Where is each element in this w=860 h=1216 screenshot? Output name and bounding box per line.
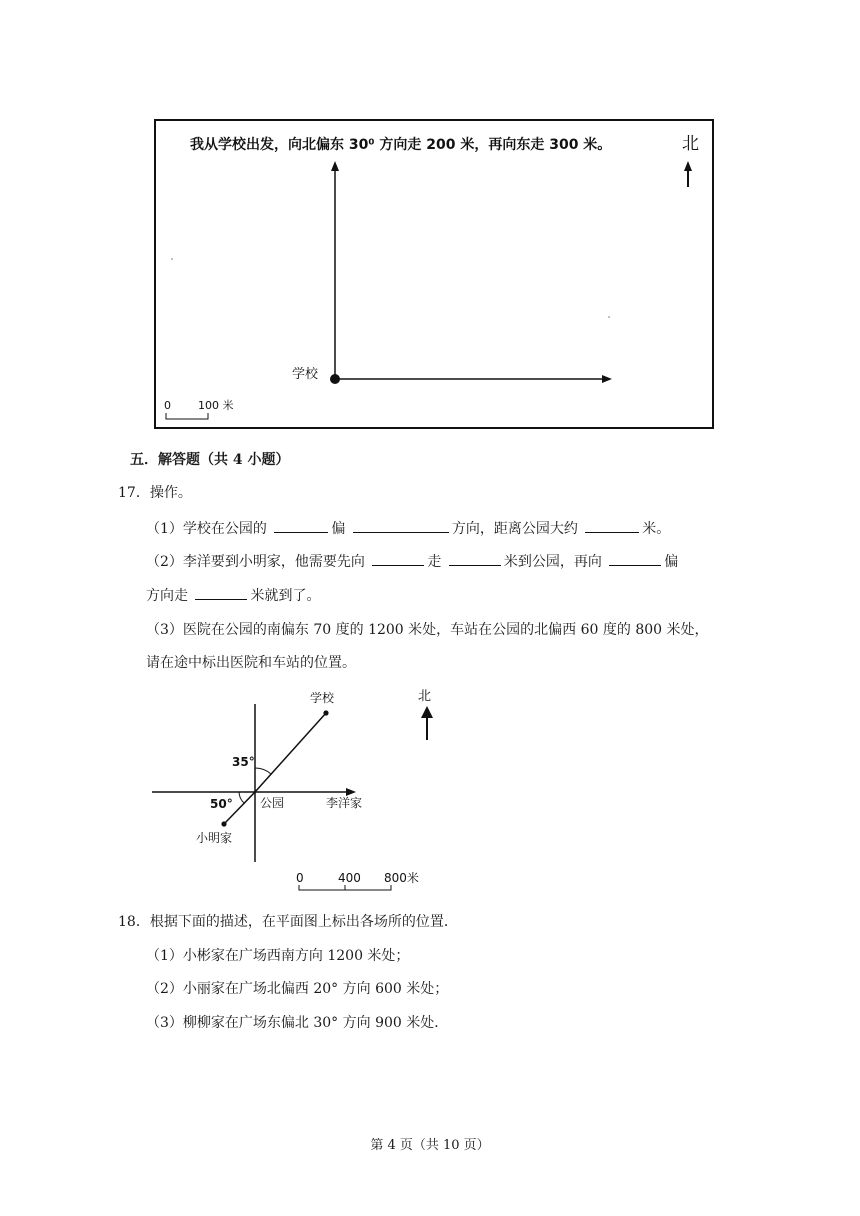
q17-p2-c: 米到公园，再向 xyxy=(503,554,602,570)
answer-blank[interactable] xyxy=(609,551,661,566)
fig2-xiaoming-label: 小明家 xyxy=(196,831,233,845)
q17-p1-a: （1）学校在公园的 xyxy=(146,521,267,537)
answer-blank[interactable] xyxy=(585,518,639,533)
q17-p1-d: 米。 xyxy=(642,521,671,537)
q17-part3-line2: 请在途中标出医院和车站的位置。 xyxy=(146,655,356,671)
angle-50-label: 50° xyxy=(210,797,233,811)
answer-blank[interactable] xyxy=(274,518,328,533)
q18-number: 18．根据下面的描述，在平面图上标出各场所的位置． xyxy=(118,914,458,930)
scale2-0: 0 xyxy=(296,871,304,885)
scale-zero: 0 xyxy=(164,399,171,412)
q17-part2-cont xyxy=(146,585,320,606)
q17-p2-d: 偏 xyxy=(664,554,679,570)
lixiang-label: 李洋家 xyxy=(326,796,363,810)
q17-part1 xyxy=(146,518,670,539)
scale2-400: 400 xyxy=(338,871,361,885)
angle-35-arc xyxy=(255,768,271,774)
q17-part3-line1: （3）医院在公园的南偏东 70 度的 1200 米处，车站在公园的北偏西 60 度的 800 米处， xyxy=(146,622,709,638)
answer-blank[interactable] xyxy=(353,518,449,533)
answer-blank[interactable] xyxy=(195,585,247,600)
figure-2 xyxy=(140,686,460,898)
answer-blank[interactable] xyxy=(372,551,424,566)
angle-50-arc xyxy=(239,792,244,803)
q17-p1-c: 方向，距离公园大约 xyxy=(451,521,578,537)
east-axis-arrow-icon xyxy=(602,375,612,383)
angle-35-label: 35° xyxy=(232,755,255,769)
fig2-school-label: 学校 xyxy=(310,691,335,705)
page-footer: 第 4 页（共 10 页） xyxy=(370,1138,490,1153)
section-title: 五．解答题（共 4 小题） xyxy=(130,452,290,468)
q17-part2 xyxy=(146,551,678,572)
school-line xyxy=(255,713,326,792)
north-label: 北 xyxy=(682,134,699,154)
north-axis-arrow-icon xyxy=(331,161,339,171)
q17-p1-b: 偏 xyxy=(331,521,346,537)
q17-number: 17．操作。 xyxy=(118,485,192,501)
fig2-north-arrow-icon xyxy=(421,706,433,718)
speck xyxy=(171,258,173,260)
figure-1-statement: 我从学校出发，向北偏东 30⁰ 方向走 200 米，再向东走 300 米。 xyxy=(190,137,612,153)
xiaoming-point xyxy=(221,821,226,826)
q17-p2-a: （2）李洋要到小明家，他需要先向 xyxy=(146,554,365,570)
figure-1 xyxy=(154,119,714,429)
q18-item1: （1）小彬家在广场西南方向 1200 米处； xyxy=(146,948,410,964)
school-point xyxy=(323,710,328,715)
scale-bar xyxy=(166,413,208,419)
school-dot xyxy=(330,374,340,384)
north-arrow-icon xyxy=(684,161,692,171)
q18-item2: （2）小丽家在广场北偏西 20° 方向 600 米处； xyxy=(146,981,449,997)
figure-1-svg xyxy=(154,119,714,429)
fig2-north-label: 北 xyxy=(418,689,432,704)
scale-100: 100 米 xyxy=(198,399,234,412)
speck xyxy=(608,316,610,318)
figure-1-border xyxy=(155,120,713,428)
q17-p2-f: 米就到了。 xyxy=(250,588,321,604)
q18-item3: （3）柳柳家在广场东偏北 30° 方向 900 米处． xyxy=(146,1015,449,1031)
answer-blank[interactable] xyxy=(449,551,501,566)
scale2-800: 800米 xyxy=(384,871,419,885)
ew-arrow-icon xyxy=(346,788,356,796)
park-label: 公园 xyxy=(260,796,285,810)
figure-2-svg xyxy=(140,686,460,898)
q17-p2-b: 走 xyxy=(427,554,442,570)
q17-p2-e: 方向走 xyxy=(146,588,188,604)
school-label: 学校 xyxy=(292,367,319,382)
